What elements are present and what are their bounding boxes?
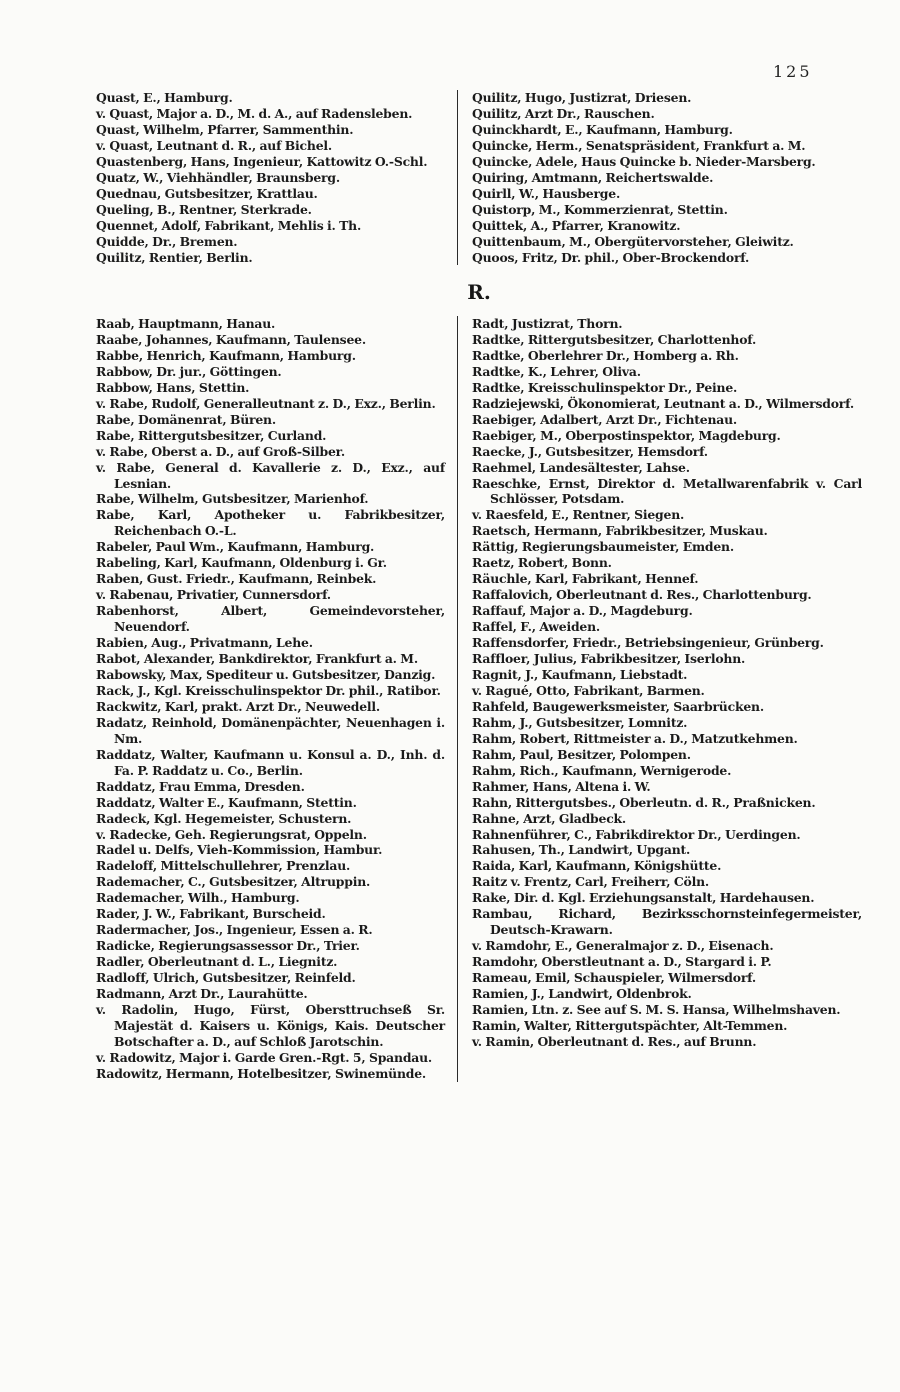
directory-entry: Queling, B., Rentner, Sterkrade.: [96, 201, 312, 217]
directory-entry: Raecke, J., Gutsbesitzer, Hemsdorf.: [472, 443, 708, 459]
directory-entry: v. Quast, Leutnant d. R., auf Bichel.: [96, 137, 332, 153]
directory-entry: Rabe, Domänenrat, Büren.: [96, 411, 276, 427]
directory-entry: Rahnenführer, C., Fabrikdirektor Dr., Uerdingen.: [472, 826, 801, 842]
directory-entry: Radatz, Reinhold, Domänenpächter, Neuenhagen i. Nm.: [96, 714, 445, 746]
directory-entry: v. Ramin, Oberleutnant d. Res., auf Brunn.: [472, 1033, 757, 1049]
directory-entry: Ramien, J., Landwirt, Oldenbrok.: [472, 986, 692, 1002]
directory-entry: Rättig, Regierungsbaumeister, Emden.: [472, 539, 734, 555]
directory-entry: Rambau, Richard, Bezirksschornsteinfegermeister, Deutsch-Krawarn.: [472, 906, 862, 938]
directory-entry: Rabot, Alexander, Bankdirektor, Frankfurt a. M.: [96, 651, 418, 667]
directory-entry: v. Raesfeld, E., Rentner, Siegen.: [472, 507, 685, 523]
directory-entry: Radtke, Oberlehrer Dr., Homberg a. Rh.: [472, 347, 739, 363]
directory-entry: Raabe, Johannes, Kaufmann, Taulensee.: [96, 331, 366, 347]
directory-entry: Rabenhorst, Albert, Gemeindevorsteher, Neuendorf.: [96, 603, 445, 635]
directory-entry: Rabe, Rittergutsbesitzer, Curland.: [96, 427, 327, 443]
r-right-column: [458, 316, 862, 1082]
directory-entry: Rabbow, Dr. jur., Göttingen.: [96, 363, 282, 379]
directory-entry: Raebiger, Adalbert, Arzt Dr., Fichtenau.: [472, 411, 738, 427]
directory-entry: Quiring, Amtmann, Reichertswalde.: [472, 169, 714, 185]
page-number: 125: [773, 62, 813, 81]
qu-right-column: [458, 90, 862, 265]
directory-entry: Rabbow, Hans, Stettin.: [96, 379, 250, 395]
directory-entry: Rabe, Wilhelm, Gutsbesitzer, Marienhof.: [96, 491, 369, 507]
directory-entry: Quilitz, Rentier, Berlin.: [96, 249, 253, 265]
directory-entry: Rake, Dir. d. Kgl. Erziehungsanstalt, Hardehausen.: [472, 890, 815, 906]
directory-entry: Quennet, Adolf, Fabrikant, Mehlis i. Th.: [96, 217, 362, 233]
directory-entry: Quast, E., Hamburg.: [96, 90, 233, 105]
directory-entry: Ramien, Ltn. z. See auf S. M. S. Hansa, Wilhelmshaven.: [472, 1001, 841, 1017]
directory-entry: Radler, Oberleutnant d. L., Liegnitz.: [96, 954, 338, 970]
directory-entry: Rademacher, C., Gutsbesitzer, Altruppin.: [96, 874, 371, 890]
directory-entry: Quittek, A., Pfarrer, Kranowitz.: [472, 217, 681, 233]
directory-entry: v. Ramdohr, E., Generalmajor z. D., Eisenach.: [472, 938, 774, 954]
directory-entry: Radermacher, Jos., Ingenieur, Essen a. R.: [96, 922, 373, 938]
directory-entry: Quittenbaum, M., Obergütervorsteher, Gleiwitz.: [472, 233, 794, 249]
directory-entry: Raeschke, Ernst, Direktor d. Metallwarenfabrik v. Carl Schlösser, Potsdam.: [472, 475, 862, 507]
directory-entry: Radmann, Arzt Dr., Laurahütte.: [96, 986, 308, 1002]
directory-entry: Raffensdorfer, Friedr., Betriebsingenieur, Grünberg.: [472, 635, 824, 651]
directory-entry: Quincke, Adele, Haus Quincke b. Nieder-Marsberg.: [472, 153, 816, 169]
directory-entry: Quincke, Herm., Senatspräsident, Frankfurt a. M.: [472, 137, 806, 153]
directory-entry: Raida, Karl, Kaufmann, Königshütte.: [472, 858, 722, 874]
directory-entry: v. Rabe, General d. Kavallerie z. D., Exz., auf Lesnian.: [96, 459, 445, 491]
directory-entry: Raab, Hauptmann, Hanau.: [96, 316, 276, 331]
directory-entry: Raddatz, Walter E., Kaufmann, Stettin.: [96, 794, 357, 810]
directory-entry: Radeck, Kgl. Hegemeister, Schustern.: [96, 810, 352, 826]
directory-entry: Raffauf, Major a. D., Magdeburg.: [472, 603, 693, 619]
directory-entry: Quirll, W., Hausberge.: [472, 185, 621, 201]
directory-entry: Raddatz, Frau Emma, Dresden.: [96, 778, 305, 794]
directory-entry: Raben, Gust. Friedr., Kaufmann, Reinbek.: [96, 571, 377, 587]
directory-entry: Rackwitz, Karl, prakt. Arzt Dr., Neuwedell.: [96, 698, 381, 714]
directory-entry: Raitz v. Frentz, Carl, Freiherr, Cöln.: [472, 874, 710, 890]
directory-entry: Rabeler, Paul Wm., Kaufmann, Hamburg.: [96, 539, 375, 555]
directory-entry: Ramdohr, Oberstleutnant a. D., Stargard i. P.: [472, 954, 772, 970]
directory-entry: Raetz, Robert, Bonn.: [472, 555, 612, 571]
directory-entry: Rabbe, Henrich, Kaufmann, Hamburg.: [96, 347, 356, 363]
directory-entry: Radtke, Kreisschulinspektor Dr., Peine.: [472, 379, 738, 395]
directory-entry: Quast, Wilhelm, Pfarrer, Sammenthin.: [96, 121, 354, 137]
directory-entry: Rabien, Aug., Privatmann, Lehe.: [96, 635, 313, 651]
directory-entry: Quilitz, Hugo, Justizrat, Driesen.: [472, 90, 692, 105]
directory-entry: Quilitz, Arzt Dr., Rauschen.: [472, 105, 655, 121]
directory-entry: Rabowsky, Max, Spediteur u. Gutsbesitzer, Danzig.: [96, 666, 436, 682]
directory-entry: Radziejewski, Ökonomierat, Leutnant a. D., Wilmersdorf.: [472, 395, 854, 411]
directory-entry: Quednau, Gutsbesitzer, Krattlau.: [96, 185, 318, 201]
directory-entry: Rahm, Paul, Besitzer, Polompen.: [472, 746, 691, 762]
directory-entry: Radicke, Regierungsassessor Dr., Trier.: [96, 938, 360, 954]
directory-entry: Rahm, J., Gutsbesitzer, Lomnitz.: [472, 714, 688, 730]
qu-left-column: [96, 90, 457, 265]
directory-entry: Raffalovich, Oberleutnant d. Res., Charlottenburg.: [472, 587, 812, 603]
directory-entry: Ragnit, J., Kaufmann, Liebstadt.: [472, 666, 688, 682]
directory-entry: Radtke, Rittergutsbesitzer, Charlottenhof.: [472, 331, 757, 347]
directory-entry: v. Rabe, Oberst a. D., auf Groß-Silber.: [96, 443, 345, 459]
directory-entry: Raddatz, Walter, Kaufmann u. Konsul a. D., Inh. d. Fa. P. Raddatz u. Co., Berlin.: [96, 746, 445, 778]
directory-entry: Radt, Justizrat, Thorn.: [472, 316, 623, 331]
directory-entry: v. Radowitz, Major i. Garde Gren.-Rgt. 5, Spandau.: [96, 1049, 433, 1065]
directory-entry: Radel u. Delfs, Vieh-Kommission, Hambur.: [96, 842, 383, 858]
directory-entry: Quistorp, M., Kommerzienrat, Stettin.: [472, 201, 728, 217]
letter-heading-r: R.: [467, 280, 491, 304]
directory-entry: Rahmer, Hans, Altena i. W.: [472, 778, 651, 794]
directory-entry: v. Quast, Major a. D., M. d. A., auf Radensleben.: [96, 105, 413, 121]
directory-entry: Rahfeld, Baugewerksmeister, Saarbrücken.: [472, 698, 764, 714]
directory-entry: Raffel, F., Aweiden.: [472, 619, 601, 635]
directory-entry: Rahusen, Th., Landwirt, Upgant.: [472, 842, 691, 858]
directory-entry: Rahm, Rich., Kaufmann, Wernigerode.: [472, 762, 732, 778]
directory-entry: Quoos, Fritz, Dr. phil., Ober-Brockendorf.: [472, 249, 750, 265]
directory-entry: Raffloer, Julius, Fabrikbesitzer, Iserlohn.: [472, 651, 746, 667]
directory-entry: Rabe, Karl, Apotheker u. Fabrikbesitzer, Reichenbach O.-L.: [96, 507, 445, 539]
directory-entry: Raehmel, Landesältester, Lahse.: [472, 459, 690, 475]
directory-entry: Raebiger, M., Oberpostinspektor, Magdeburg.: [472, 427, 781, 443]
directory-entry: Rahne, Arzt, Gladbeck.: [472, 810, 627, 826]
r-section: [96, 316, 862, 1082]
directory-entry: Radtke, K., Lehrer, Oliva.: [472, 363, 641, 379]
directory-entry: v. Radecke, Geh. Regierungsrat, Oppeln.: [96, 826, 367, 842]
directory-entry: Rameau, Emil, Schauspieler, Wilmersdorf.: [472, 970, 756, 986]
directory-entry: Rahn, Rittergutsbes., Oberleutn. d. R., Praßnicken.: [472, 794, 816, 810]
qu-section: [96, 90, 862, 265]
directory-entry: Radowitz, Hermann, Hotelbesitzer, Swinemünde.: [96, 1065, 427, 1081]
directory-entry: Rack, J., Kgl. Kreisschulinspektor Dr. phil., Ratibor.: [96, 682, 441, 698]
directory-entry: Rabeling, Karl, Kaufmann, Oldenburg i. Gr.: [96, 555, 387, 571]
directory-entry: Rademacher, Wilh., Hamburg.: [96, 890, 300, 906]
directory-entry: Rahm, Robert, Rittmeister a. D., Matzutkehmen.: [472, 730, 798, 746]
directory-entry: Radeloff, Mittelschullehrer, Prenzlau.: [96, 858, 351, 874]
directory-entry: v. Rabenau, Privatier, Cunnersdorf.: [96, 587, 331, 603]
directory-entry: Quastenberg, Hans, Ingenieur, Kattowitz O.-Schl.: [96, 153, 428, 169]
directory-entry: Ramin, Walter, Rittergutspächter, Alt-Temmen.: [472, 1017, 788, 1033]
directory-entry: Quatz, W., Viehhändler, Braunsberg.: [96, 169, 340, 185]
directory-entry: v. Ragué, Otto, Fabrikant, Barmen.: [472, 682, 705, 698]
directory-entry: Quinckhardt, E., Kaufmann, Hamburg.: [472, 121, 733, 137]
r-left-column: [96, 316, 457, 1082]
directory-entry: Raetsch, Hermann, Fabrikbesitzer, Muskau.: [472, 523, 768, 539]
directory-entry: v. Radolin, Hugo, Fürst, Obersttruchseß Sr. Majestät d. Kaisers u. Königs, Kais. Deutscher Botschafter a. D., auf Schloß Jarotschin.: [96, 1001, 445, 1049]
directory-entry: Quidde, Dr., Bremen.: [96, 233, 238, 249]
directory-entry: Radloff, Ulrich, Gutsbesitzer, Reinfeld.: [96, 970, 356, 986]
directory-entry: v. Rabe, Rudolf, Generalleutnant z. D., Exz., Berlin.: [96, 395, 436, 411]
directory-entry: Räuchle, Karl, Fabrikant, Hennef.: [472, 571, 699, 587]
directory-entry: Rader, J. W., Fabrikant, Burscheid.: [96, 906, 326, 922]
